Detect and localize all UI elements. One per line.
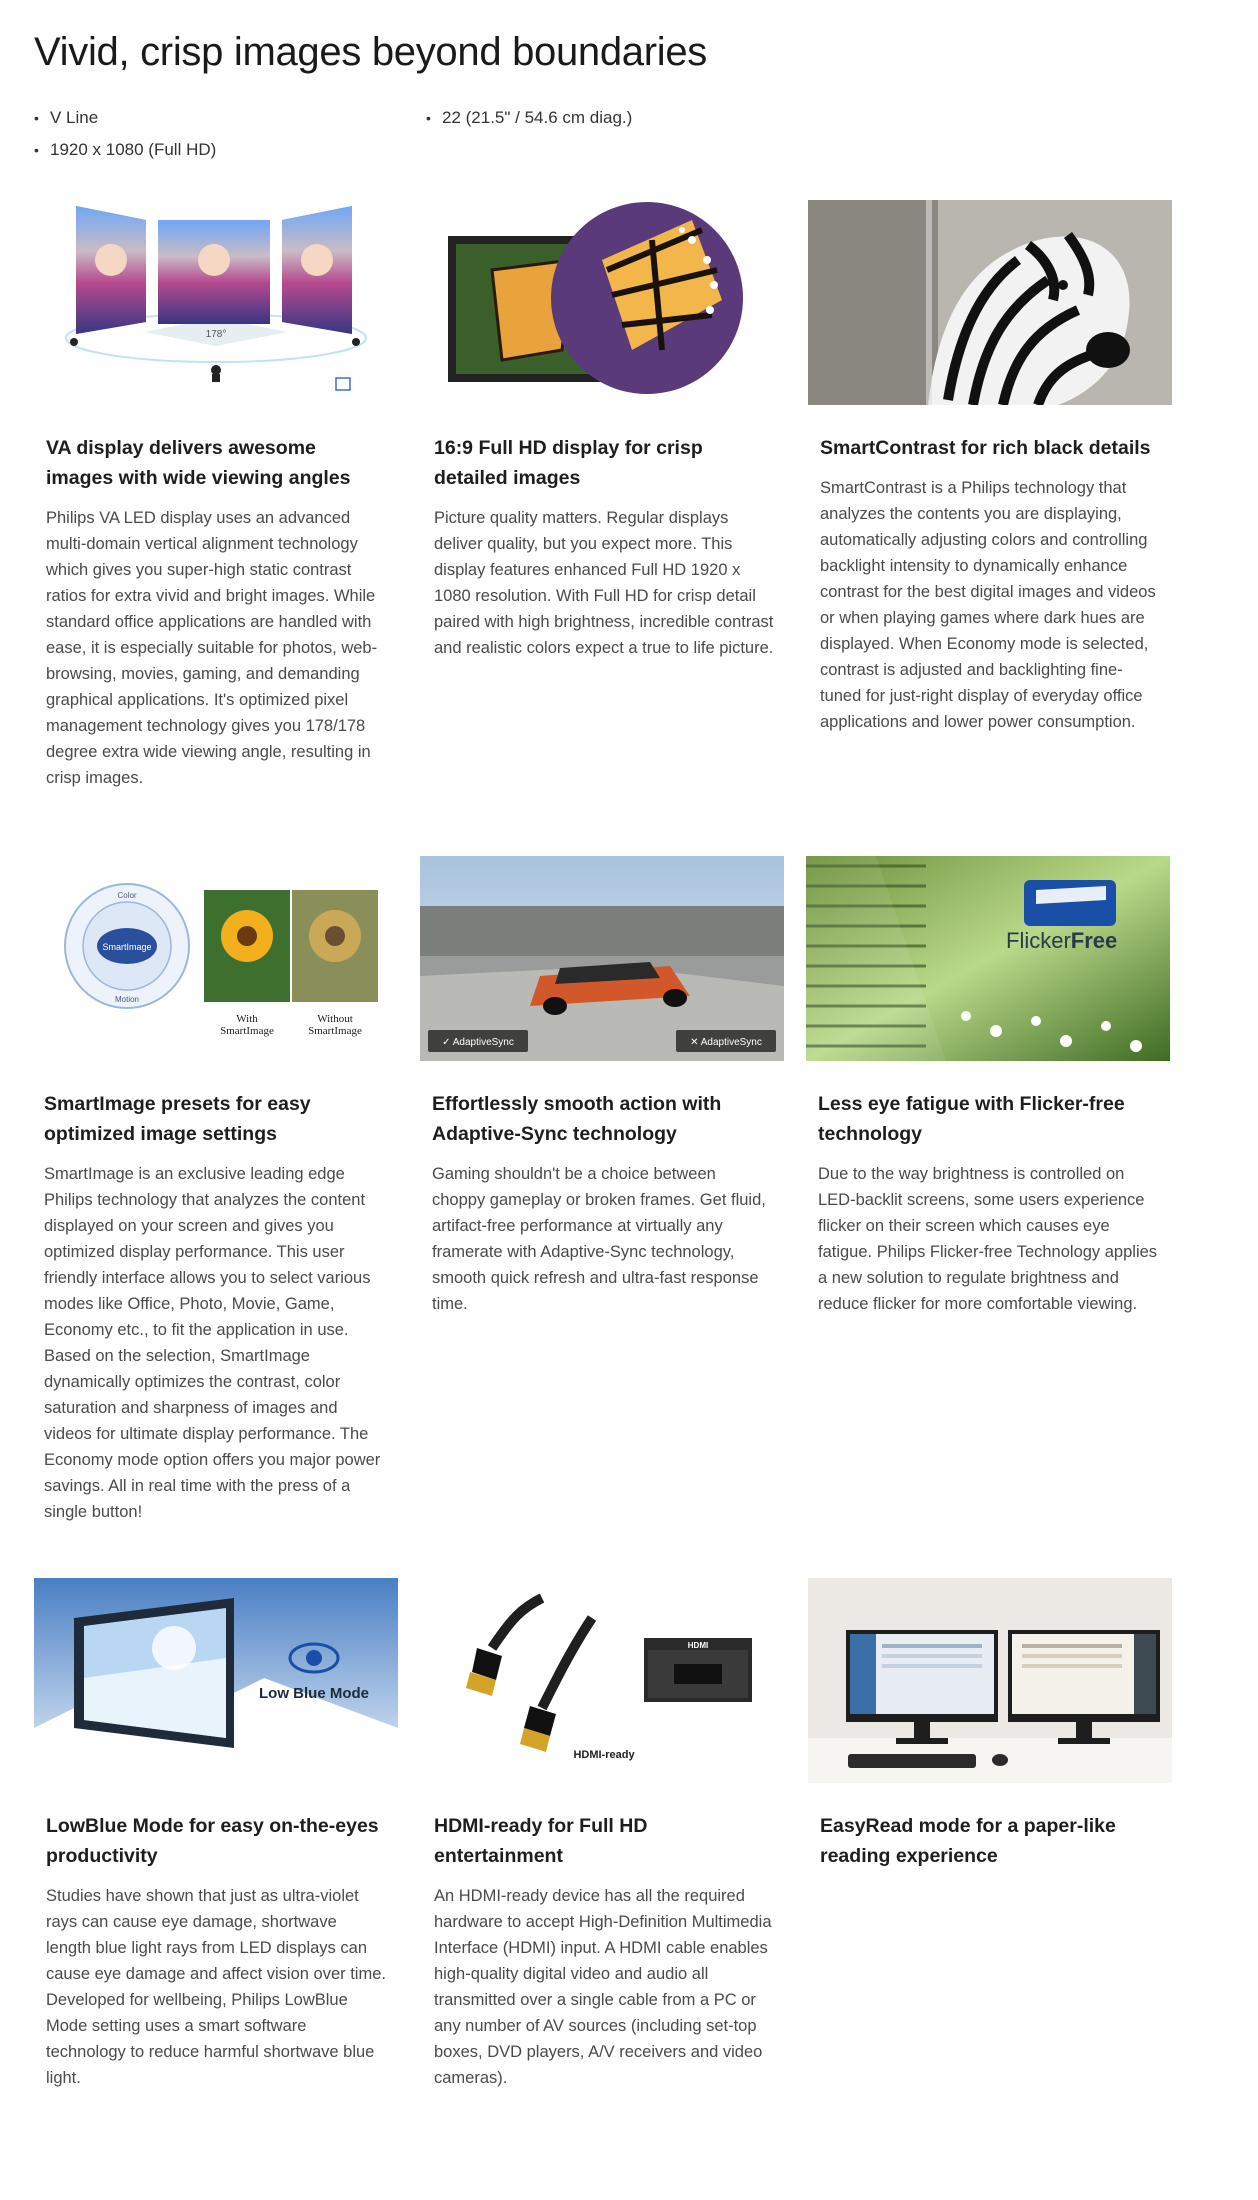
feature-description: Gaming shouldn't be a choice between choppy gameplay or broken frames. Get fluid, artifact-free performance at virtually any framerate with Adaptive-Sync technology, smooth quick refresh and ultra-fast response time.	[432, 1165, 766, 1313]
feature-title: SmartImage presets for easy optimized image settings	[44, 1093, 311, 1145]
page-title: Vivid, crisp images beyond boundaries	[34, 30, 708, 74]
feature-easyread	[808, 1578, 1172, 1871]
feature-description: Due to the way brightness is controlled on LED-backlit screens, some users experience flicker on their screen which causes eye fatigue. Philips Flicker-free Technology applies a new solution to regulate brightness and reduce flicker for more comfortable viewing.	[818, 1165, 1158, 1313]
easyread-image	[808, 1578, 1172, 1783]
flicker-free-image	[806, 856, 1170, 1061]
svg-text:✓ AdaptiveSync: ✓ AdaptiveSync	[442, 1037, 514, 1048]
feature-full-hd	[422, 200, 786, 661]
feature-title: LowBlue Mode for easy on-the-eyes productivity	[46, 1815, 379, 1867]
feature-description: An HDMI-ready device has all the required hardware to accept High-Definition Multimedia Interface (HDMI) input. A HDMI cable enables high-quality digital video and audio all transmitted over a single cable from a PC or any number of AV sources (including set-top boxes, DVD players, A/V receivers and video cameras).	[434, 1887, 772, 2087]
zebra-image	[808, 200, 1172, 405]
svg-text:✕ AdaptiveSync: ✕ AdaptiveSync	[690, 1037, 762, 1048]
butterfly-image	[422, 200, 786, 405]
feature-hdmi	[422, 1578, 786, 2091]
spec-resolution: • 1920 x 1080 (Full HD)	[34, 140, 216, 160]
va-viewing-angle-image	[34, 200, 398, 405]
feature-adaptive-sync	[420, 856, 784, 1317]
feature-smartcontrast	[808, 200, 1172, 735]
feature-title: EasyRead mode for a paper-like reading experience	[820, 1815, 1116, 1867]
feature-lowblue	[34, 1578, 398, 2091]
svg-text:HDMI-ready: HDMI-ready	[573, 1749, 635, 1761]
spec-series: • V Line	[34, 108, 98, 128]
svg-text:SmartImage: SmartImage	[308, 1025, 362, 1037]
feature-title: SmartContrast for rich black details	[820, 437, 1151, 459]
svg-text:FlickerFree: FlickerFree	[1006, 928, 1118, 953]
feature-description: SmartContrast is a Philips technology that analyzes the contents you are displaying, automatically adjusting colors and controlling backlight intensity to dynamically enhance contrast for the best digital images and videos or when playing games where dark hues are displayed. When Economy mode is selected, contrast is adjusted and backlighting fine-tuned for just-right display of everyday office applications and lower power consumption.	[820, 479, 1156, 731]
svg-text:With: With	[236, 1013, 258, 1025]
svg-text:HDMI: HDMI	[687, 1641, 709, 1650]
svg-text:Without: Without	[317, 1013, 353, 1025]
feature-description: Studies have shown that just as ultra-violet rays can cause eye damage, shortwave length blue light rays from LED displays can cause eye damage and affect vision over time. Developed for wellbeing, Philips LowBlue Mode setting uses a smart software technology to reduce harmful shortwave blue light.	[46, 1887, 386, 2087]
svg-text:178°: 178°	[205, 329, 227, 340]
svg-text:SmartImage: SmartImage	[102, 942, 152, 952]
feature-title: Less eye fatigue with Flicker-free technology	[818, 1093, 1125, 1145]
feature-va-display	[34, 200, 398, 791]
feature-title: HDMI-ready for Full HD entertainment	[434, 1815, 648, 1867]
racing-car-image	[420, 856, 784, 1061]
feature-title: Effortlessly smooth action with Adaptive-Sync technology	[432, 1093, 722, 1145]
feature-smartimage	[32, 856, 396, 1525]
feature-flicker-free	[806, 856, 1170, 1317]
svg-text:Color: Color	[117, 891, 137, 900]
feature-description: SmartImage is an exclusive leading edge Philips technology that analyzes the content displayed on your screen and gives you optimized display performance. This user friendly interface allows you to select various modes like Office, Photo, Movie, Game, Economy etc., to fit the application in use. Based on the selection, SmartImage dynamically optimizes the contrast, color saturation and sharpness of images and videos for ultimate display performance. The Economy mode option offers you major power savings. All in real time with the press of a single button!	[44, 1165, 381, 1521]
smartimage-image	[32, 856, 396, 1061]
feature-title: VA display delivers awesome images with wide viewing angles	[46, 437, 351, 489]
feature-title: 16:9 Full HD display for crisp detailed images	[434, 437, 703, 489]
svg-text:SmartImage: SmartImage	[220, 1025, 274, 1037]
lowblue-image	[34, 1578, 398, 1783]
svg-text:Low Blue Mode: Low Blue Mode	[259, 1685, 369, 1702]
feature-description: Picture quality matters. Regular displays deliver quality, but you expect more. This display features enhanced Full HD 1920 x 1080 resolution. With Full HD for crisp detail paired with high brightness, incredible contrast and realistic colors expect a true to life picture.	[434, 509, 774, 657]
svg-text:Motion: Motion	[114, 995, 140, 1004]
spec-size: • 22 (21.5" / 54.6 cm diag.)	[426, 108, 632, 128]
hdmi-image	[422, 1578, 786, 1783]
feature-description: Philips VA LED display uses an advanced multi-domain vertical alignment technology which gives you super-high static contrast ratios for extra vivid and bright images. While standard office applications are handled with ease, it is especially suitable for photos, web-browsing, movies, gaming, and demanding graphical applications. It's optimized pixel management technology gives you 178/178 degree extra wide viewing angle, resulting in crisp images.	[46, 509, 378, 787]
